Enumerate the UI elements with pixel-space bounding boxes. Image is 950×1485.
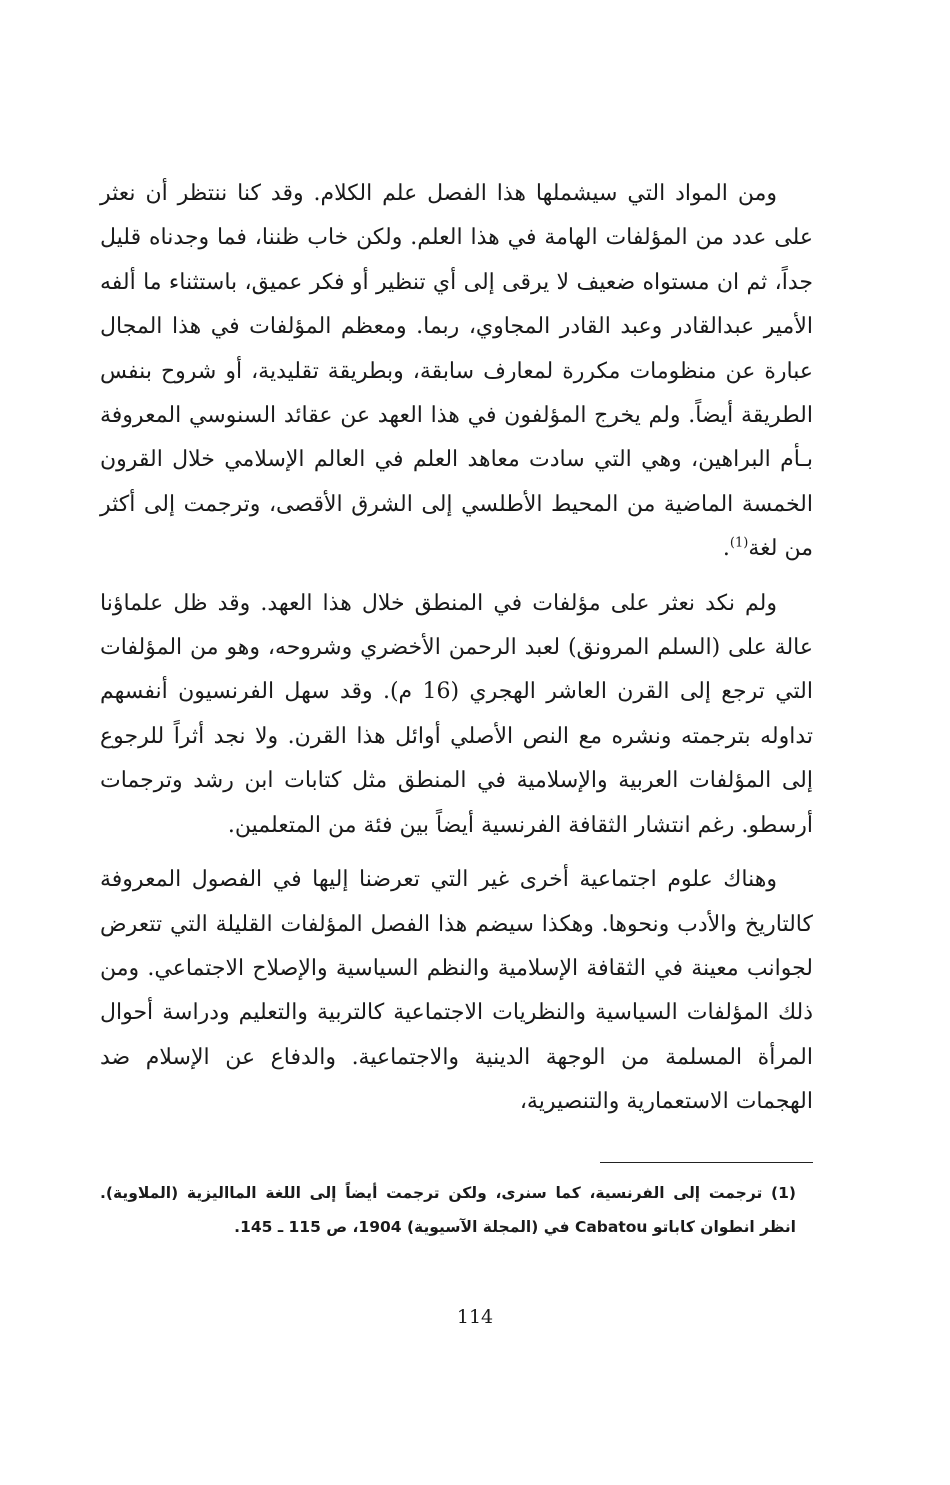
paragraph: ولم نكد نعثر على مؤلفات في المنطق خلال هذا العهد. وقد ظل علماؤنا عالة على (السلم المرونق) لعبد الرحمن الأخضري وشروحه، وهو من المؤلفات التي ترجع إلى القرن العاشر الهجري (16 م). وقد سهل الفرنسيون أنفسهم تداوله بترجمته ونشره مع النص الأصلي أوائل هذا القرن. ولا نجد أثراً للرجوع إلى المؤلفات العربية والإسلامية في المنطق مثل كتابات ابن رشد وترجمات أرسطو. رغم انتشار الثقافة الفرنسية أيضاً بين فئة من المتعلمين. (100, 590, 813, 838)
footnote-separator (600, 1162, 813, 1163)
paragraph-text: ومن المواد التي سيشملها هذا الفصل علم الكلام. وقد كنا ننتظر أن نعثر على عدد من المؤلفات الهامة في هذا العلم. ولكن خاب ظننا، فما وجدناه قليل جداً، ثم ان مستواه ضعيف لا يرقى إلى أي تنظير أو فكر عميق، باستثناء ما ألفه الأمير عبدالقادر وعبد القادر المجاوي، ربما. ومعظم المؤلفات في هذا المجال عبارة عن منظومات مكررة لمعارف سابقة، وبطريقة تقليدية، أو شروح بنفس الطريقة أيضاً. ولم يخرج المؤلفون في هذا العهد عن عقائد السنوسي المعروفة بـأم البراهين، وهي التي سادت معاهد العلم في العالم الإسلامي خلال القرون الخمسة الماضية من المحيط الأطلسي إلى الشرق الأقصى، وترجمت إلى أكثر من لغة (100, 181, 813, 562)
paragraph: وهناك علوم اجتماعية أخرى غير التي تعرضنا إليها في الفصول المعروفة كالتاريخ والأدب ونحوها. وهكذا سيضم هذا الفصل المؤلفات القليلة التي تتعرض لجوانب معينة في الثقافة الإسلامية والنظم السياسية والإصلاح الاجتماعي. ومن ذلك المؤلفات السياسية والنظريات الاجتماعية كالتربية والتعليم ودراسة أحوال المرأة المسلمة من الوجهة الدينية والاجتماعية. والدفاع عن الإسلام ضد الهجمات الاستعمارية والتنصيرية، (100, 867, 813, 1115)
footnote-reference: (1) (729, 535, 749, 551)
page-number: 114 (456, 1306, 494, 1328)
paragraph (100, 172, 813, 572)
paragraph-end-punctuation: . (722, 536, 730, 562)
main-body-text (100, 172, 813, 1125)
footnote: (1) ترجمت إلى الفرنسية، كما سنرى، ولكن ترجمت أيضاً إلى اللغة المااليزية (الملاوية). انظر انطوان كاباتو Cabatou في (المجلة الآسيوية) 1904، ص 115 ـ 145. (100, 1184, 796, 1236)
